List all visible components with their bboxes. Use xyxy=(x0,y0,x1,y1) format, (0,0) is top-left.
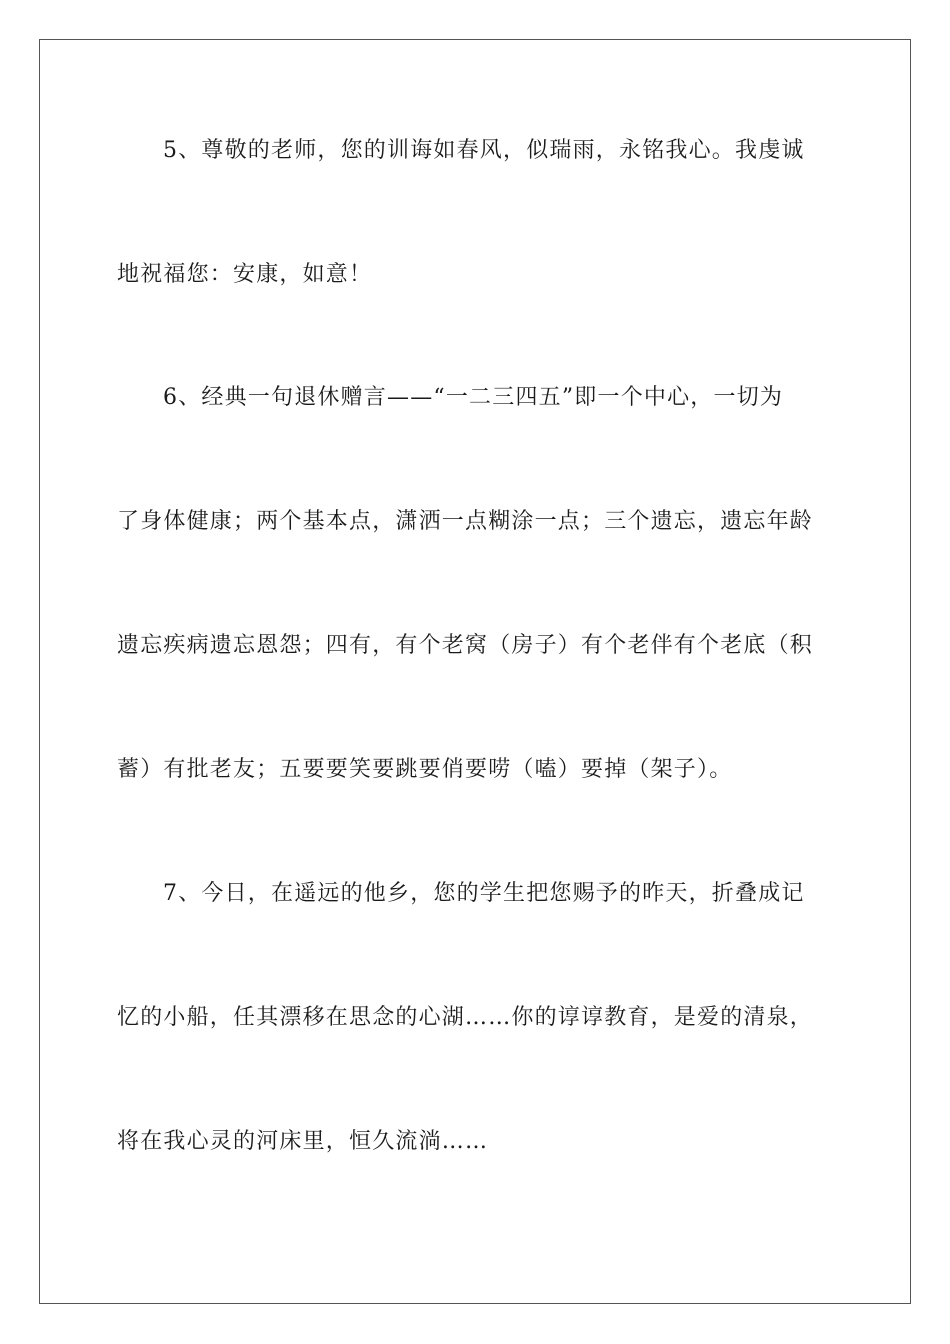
text-line: 5、尊敬的老师，您的训诲如春风，似瑞雨，永铭我心。我虔诚 xyxy=(163,138,805,163)
text-line: 蓄）有批老友；五要要笑要跳要俏要唠（嗑）要掉（架子）。 xyxy=(117,757,733,782)
text-line: 将在我心灵的河床里，恒久流淌…… xyxy=(117,1129,489,1154)
text-line: 地祝福您：安康，如意！ xyxy=(117,262,373,287)
text-line: 7、今日，在遥远的他乡，您的学生把您赐予的昨天，折叠成记 xyxy=(163,881,805,906)
page-border xyxy=(39,39,911,1304)
text-line: 6、经典一句退休赠言——“一二三四五”即一个中心，一切为 xyxy=(163,385,784,410)
text-line: 了身体健康；两个基本点，潇洒一点糊涂一点；三个遗忘，遗忘年龄 xyxy=(117,509,814,534)
text-line: 忆的小船，任其漂移在思念的心湖……你的谆谆教育，是爱的清泉， xyxy=(117,1005,814,1030)
text-line: 遗忘疾病遗忘恩怨；四有，有个老窝（房子）有个老伴有个老底（积 xyxy=(117,633,814,658)
